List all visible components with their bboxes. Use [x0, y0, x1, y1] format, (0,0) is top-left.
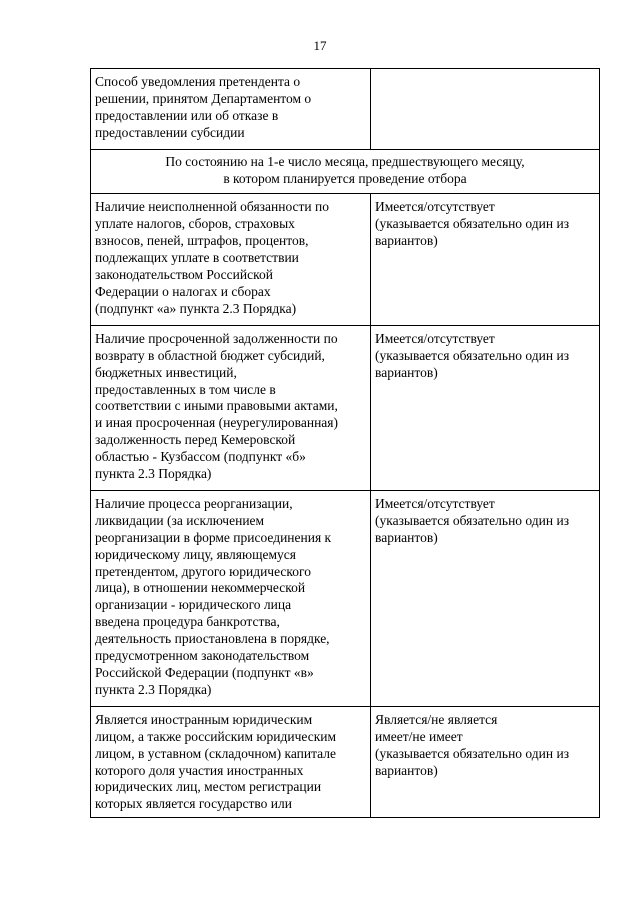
- text-line: вариантов): [375, 364, 438, 380]
- table-row: [91, 325, 600, 490]
- row-label-reorganization: [91, 490, 371, 706]
- row-value-overdue-debt: [371, 325, 600, 490]
- text-line: бюджетных инвестиций,: [95, 364, 237, 380]
- text-line: законодательством Российской: [95, 267, 273, 283]
- text-line: претендентом, другого юридического: [95, 563, 311, 579]
- row-value-tax-obligation: [371, 194, 600, 325]
- row-label-tax-obligation: [91, 194, 371, 325]
- text-line: По состоянию на 1-е число месяца, предшествующего месяцу,: [165, 153, 525, 169]
- text-line: пункта 2.3 Порядка): [95, 466, 212, 482]
- text-line: предусмотренном законодательством: [95, 648, 310, 664]
- text-line: Способ уведомления претендента о: [95, 74, 301, 89]
- text-line: решении, принятом Департаментом о: [95, 90, 312, 106]
- text-line: Имеется/отсутствует: [375, 330, 495, 346]
- text-line: возврату в областной бюджет субсидий,: [95, 347, 325, 363]
- text-line: соответствии с иными правовыми актами,: [95, 398, 338, 414]
- text-line: в котором планируется проведение отбора: [223, 170, 467, 186]
- text-line: которых является государство или: [95, 796, 292, 812]
- text-line: (указывается обязательно один из: [375, 216, 570, 232]
- section-heading-as-of-date: [91, 149, 600, 194]
- table-row: [91, 194, 600, 325]
- text-line: уплате налогов, сборов, страховых: [95, 216, 295, 232]
- document-table: [90, 68, 600, 818]
- text-line: взносов, пеней, штрафов, процентов,: [95, 233, 309, 249]
- text-line: лица), в отношении некоммерческой: [95, 580, 306, 596]
- table-row: [91, 149, 600, 194]
- text-line: юридическому лицу, являющемуся: [95, 546, 296, 562]
- page-number: 17: [313, 38, 327, 53]
- text-line: ликвидации (за исключением: [95, 512, 265, 528]
- table-row: [91, 706, 600, 817]
- table-row: [91, 69, 600, 150]
- row-value-notification-method: [371, 69, 600, 150]
- text-line: (указывается обязательно один из: [375, 347, 570, 363]
- row-label-overdue-debt: [91, 325, 371, 490]
- text-line: вариантов): [375, 233, 438, 249]
- text-line: лицом, в уставном (складочном) капитале: [95, 745, 337, 761]
- text-line: Является/не является: [375, 711, 498, 727]
- text-line: Наличие просроченной задолженности по: [95, 330, 338, 346]
- text-line: Российской Федерации (подпункт «в»: [95, 665, 314, 680]
- text-line: Имеется/отсутствует: [375, 495, 495, 511]
- row-value-reorganization: [371, 490, 600, 706]
- text-line: введена процедура банкротства,: [95, 614, 280, 630]
- row-label-notification-method: [91, 69, 371, 150]
- text-line: предоставлении или об отказе в: [95, 107, 279, 123]
- text-line: деятельность приостановлена в порядке,: [95, 631, 330, 647]
- text-line: Федерации о налогах и сборах: [95, 283, 271, 299]
- text-line: вариантов): [375, 762, 438, 778]
- text-line: подлежащих уплате в соответствии: [95, 250, 299, 266]
- text-line: (подпункт «а» пункта 2.3 Порядка): [95, 300, 297, 316]
- text-line: которого доля участия иностранных: [95, 762, 304, 778]
- text-line: вариантов): [375, 529, 438, 545]
- table-row: [91, 490, 600, 706]
- text-line: и иная просроченная (неурегулированная): [95, 415, 338, 431]
- text-line: Является иностранным юридическим: [95, 711, 313, 727]
- text-line: Имеется/отсутствует: [375, 199, 495, 215]
- text-line: реорганизации в форме присоединения к: [95, 529, 332, 545]
- text-line: предоставлении субсидии: [95, 124, 245, 140]
- text-line: областью - Кузбассом (подпункт «б»: [95, 449, 306, 465]
- text-line: организации - юридического лица: [95, 597, 292, 613]
- text-line: (указывается обязательно один из: [375, 512, 570, 528]
- text-line: предоставленных в том числе в: [95, 381, 276, 397]
- text-line: Наличие неисполненной обязанности по: [95, 199, 330, 215]
- text-line: Наличие процесса реорганизации,: [95, 495, 293, 511]
- text-line: задолженность перед Кемеровской: [95, 432, 296, 448]
- row-label-foreign-entity: [91, 706, 371, 817]
- text-line: пункта 2.3 Порядка): [95, 681, 212, 697]
- text-line: юридических лиц, местом регистрации: [95, 779, 322, 795]
- text-line: (указывается обязательно один из: [375, 745, 570, 761]
- text-line: лицом, а также российским юридическим: [95, 728, 337, 744]
- text-line: имеет/не имеет: [375, 728, 463, 744]
- row-value-foreign-entity: [371, 706, 600, 817]
